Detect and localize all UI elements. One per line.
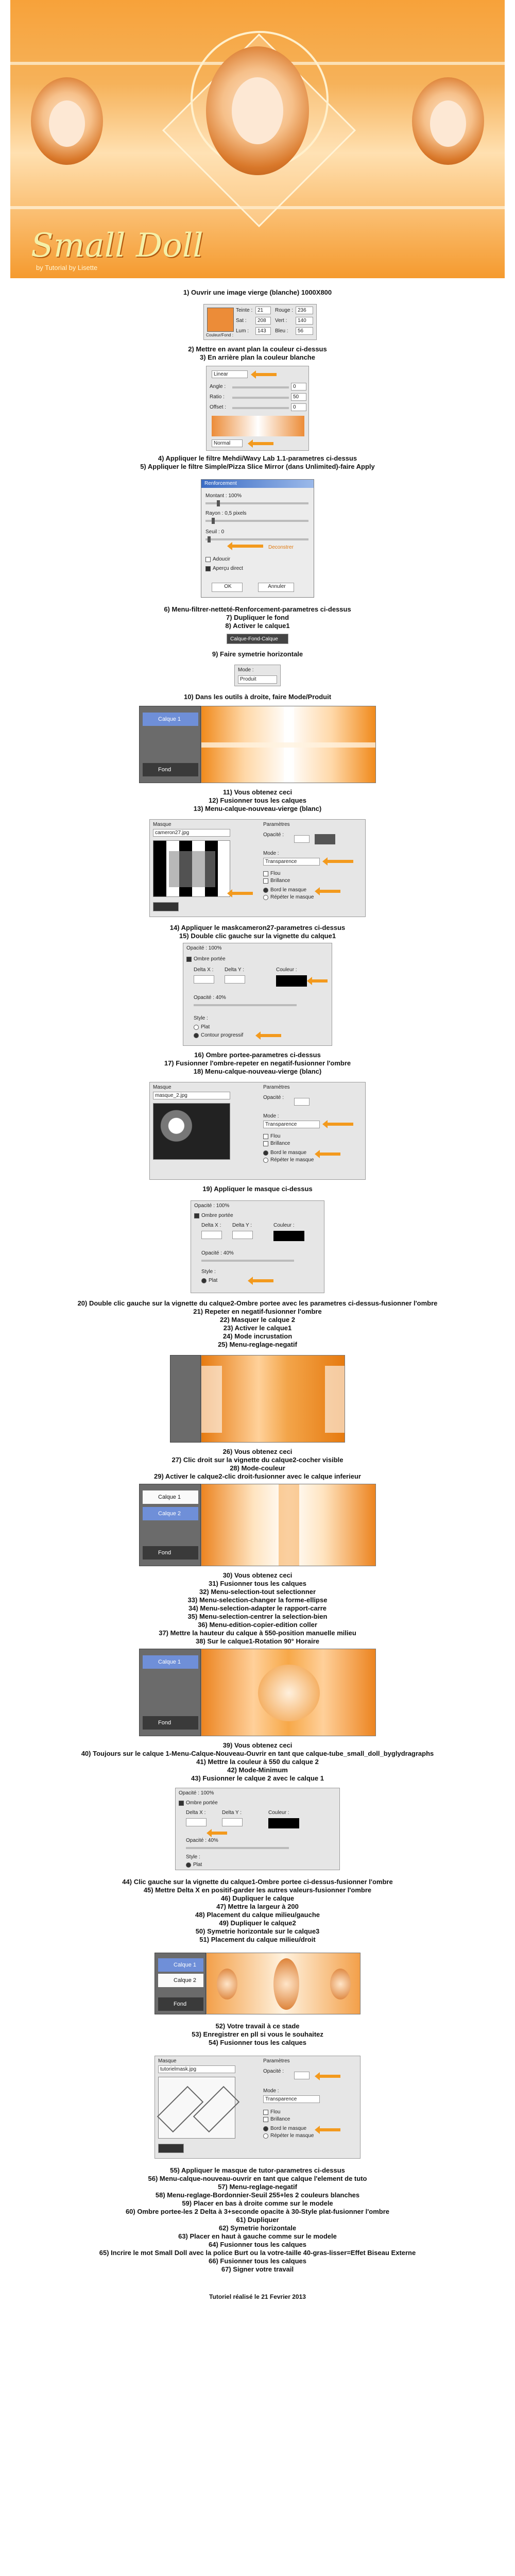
plat-label: Plat <box>201 1024 210 1030</box>
doll-face-center <box>232 77 283 144</box>
invert-label: Brillance <box>270 2116 290 2122</box>
dy-field[interactable] <box>225 975 245 984</box>
shadow-checkbox[interactable] <box>186 957 192 962</box>
banner-sublogo: by Tutorial by Lisette <box>36 264 98 272</box>
params-label: Paramètres <box>263 822 290 827</box>
layer-fond[interactable]: Fond <box>143 1716 198 1730</box>
apply-radio[interactable] <box>263 2133 268 2139</box>
dy-label: Delta Y : <box>225 967 244 973</box>
opacity-swatch <box>315 834 335 844</box>
step-4-5: 4) Appliquer le filtre Mehdi/Wavy Lab 1.1-parametres ci-dessus 5) Appliquer le filtre Simple/Pizza Slice Mirror (dans Unlimited)-faire Apply <box>140 454 375 470</box>
color-dialog <box>203 304 317 340</box>
shadow-opacity-label: Opacité : 100% <box>194 1203 230 1209</box>
shadow-dialog-3 <box>175 1788 340 1870</box>
layers-panel-1 <box>139 706 201 783</box>
mask3-file-select[interactable]: tutorielmask.jpg <box>158 2065 235 2073</box>
layers-panel-5 <box>154 1953 206 2014</box>
arrow-indicator <box>312 979 328 982</box>
apply-label: Répéter le masque <box>270 2133 314 2139</box>
keep-radio[interactable] <box>263 888 268 893</box>
arrow-indicator <box>328 1123 353 1126</box>
opacity-field[interactable] <box>294 2072 310 2079</box>
apply-radio[interactable] <box>263 895 268 900</box>
flou-checkbox[interactable] <box>263 1134 268 1139</box>
cancel-button[interactable]: Annuler <box>258 583 294 592</box>
dx-field[interactable] <box>194 975 214 984</box>
mask-mode-label: Mode : <box>263 1113 279 1119</box>
step-19: 19) Appliquer le masque ci-dessus <box>202 1185 313 1193</box>
mode-label: Mode : <box>238 667 254 673</box>
layer-calque2[interactable]: Calque 2 <box>158 1974 203 1987</box>
sat-field[interactable]: 208 <box>255 317 271 325</box>
hue-label: Teinte : <box>236 308 253 313</box>
shadow-label: Ombre portée <box>194 956 226 962</box>
plat-radio[interactable] <box>201 1278 207 1283</box>
layer-calque1[interactable]: Calque 1 <box>158 1958 203 1972</box>
plat-label: Plat <box>193 1862 202 1868</box>
arrow-indicator <box>261 1034 281 1037</box>
doll-face-left <box>49 100 85 147</box>
dx-label: Delta X : <box>186 1810 206 1816</box>
shadow-op2-slider[interactable] <box>201 1260 294 1262</box>
shadow-style-label: Style : <box>186 1854 200 1860</box>
opacity-field[interactable] <box>294 835 310 843</box>
hex-label: Couleur/Fond : <box>206 333 233 337</box>
step-6-8: 6) Menu-filtrer-netteté-Renforcement-parametres ci-dessus 7) Dupliquer le fond 8) Activer le calque1 <box>164 605 351 630</box>
arrow-indicator <box>320 1153 340 1156</box>
mask-mode-select[interactable]: Transparence <box>263 1121 320 1128</box>
step-10: 10) Dans les outils à droite, faire Mode/Produit <box>183 693 332 701</box>
dx-label: Delta X : <box>201 1223 221 1228</box>
ratio-field[interactable]: 50 <box>291 393 306 401</box>
shadow-color-label: Couleur : <box>273 1223 295 1228</box>
seuil-knob[interactable] <box>208 536 211 543</box>
flou-label: Flou <box>270 1133 281 1139</box>
montant-slider[interactable] <box>205 502 308 504</box>
step-52-54: 52) Votre travail à ce stade 53) Enregistrer en pll si vous le souhaitez 54) Fusionner tous les calques <box>192 2022 323 2046</box>
dx-field[interactable] <box>186 1818 207 1826</box>
layer-fond[interactable]: Fond <box>143 763 198 776</box>
layer-fond[interactable]: Fond <box>158 1997 203 2011</box>
flou-checkbox[interactable] <box>263 2110 268 2115</box>
ok-button[interactable]: OK <box>212 583 243 592</box>
plat-radio[interactable] <box>194 1025 199 1030</box>
angle-label: Angle : <box>210 384 226 389</box>
layer-fond[interactable]: Fond <box>143 1546 198 1560</box>
note-label: Deconstrer <box>268 545 294 550</box>
result-preview-3 <box>201 1484 376 1566</box>
dx-field[interactable] <box>201 1231 222 1239</box>
arrow-indicator <box>212 1832 227 1835</box>
mask2-preview <box>153 1103 230 1160</box>
shadow-color-swatch[interactable] <box>268 1818 299 1828</box>
wavy-mode-select[interactable]: Linear <box>212 370 248 378</box>
plat-radio[interactable] <box>186 1862 191 1868</box>
keep-label: Bord le masque <box>270 1150 307 1156</box>
shadow-color-swatch[interactable] <box>276 975 307 987</box>
arrow-indicator <box>256 373 277 376</box>
apercu-label: Aperçu direct <box>213 566 243 571</box>
shadow-label: Ombre portée <box>186 1800 218 1806</box>
step-16-18: 16) Ombre portee-parametres ci-dessus 17) Fusionner l'ombre-repeter en negatif-fusionner l'ombre 18) Menu-calque-nouveau-vierge (blanc) <box>164 1051 351 1075</box>
sharpen-dialog <box>201 479 314 598</box>
layers-panel-2 <box>170 1355 201 1443</box>
step-39-43: 39) Vous obtenez ceci 40) Toujours sur le calque 1-Menu-Calque-Nouveau-Ouvrir en tant que calque-tube_small_doll_byglydragraphs 41) Mettre la couleur à 550 du calque 2 42) Mode-Minimum 43) Fusionner le calque 2 avec le calque 1 <box>81 1741 434 1782</box>
result-preview-1 <box>201 706 376 783</box>
flou-label: Flou <box>270 2109 281 2115</box>
opacity-label: Opacité : <box>263 1095 284 1100</box>
shadow-dialog-2 <box>191 1200 324 1293</box>
mask-mode-label: Mode : <box>263 851 279 856</box>
mask-preview <box>153 840 230 897</box>
montant-label: Montant : 100% <box>205 493 242 499</box>
lum-field[interactable]: 143 <box>255 327 271 335</box>
invert-checkbox[interactable] <box>263 878 268 884</box>
flou-checkbox[interactable] <box>263 871 268 876</box>
step-30-38: 30) Vous obtenez ceci 31) Fusionner tous les calques 32) Menu-selection-tout selectionner 33) Menu-selection-changer la forme-ellipse 34) Menu-selection-adapter le rapport-carre 35) Menu-selection-centrer la selection-bien 36) Menu-edition-copier-edition coller 37) Mettre la hauteur du calque à 550-position manuelle milieu 38) Sur le calque1-Rotation 90° Horaire <box>159 1571 356 1645</box>
mask-mode-select[interactable]: Transparence <box>263 858 320 866</box>
arrow-indicator <box>328 860 353 863</box>
step-11-13: 11) Vous obtenez ceci 12) Fusionner tous les calques 13) Menu-calque-nouveau-vierge (blanc) <box>193 788 322 812</box>
ratio-label: Ratio : <box>210 394 225 400</box>
angle-slider[interactable] <box>232 386 289 388</box>
opacity-field[interactable] <box>294 1098 310 1106</box>
mask-dialog-1 <box>149 819 366 917</box>
rayon-knob[interactable] <box>212 518 215 524</box>
shadow-color-label: Couleur : <box>268 1810 289 1816</box>
offset-label: Offset : <box>210 404 227 410</box>
apply-label: Répéter le masque <box>270 894 314 900</box>
dy-label: Delta Y : <box>232 1223 252 1228</box>
sat-label: Sat : <box>236 318 247 324</box>
keep-radio[interactable] <box>263 2126 268 2131</box>
shadow-dialog-1 <box>183 943 332 1046</box>
step-2-3: 2) Mettre en avant plan la couleur ci-dessus 3) En arrière plan la couleur blanche <box>188 345 327 361</box>
apercu-checkbox[interactable] <box>205 566 211 571</box>
rouge-field[interactable]: 236 <box>296 307 313 314</box>
mode-select[interactable]: Produit <box>238 675 277 684</box>
result-preview-4 <box>201 1649 376 1736</box>
dy-label: Delta Y : <box>222 1810 242 1816</box>
step-55-67: 55) Appliquer le masque de tutor-parametres ci-dessus 56) Menu-calque-nouveau-ouvrir en tant que calque l'element de tuto 57) Menu-reglage-negatif 58) Menu-reglage-Bordonnier-Seuil 255+les 2 couleurs blanches 59) Placer en bas à droite comme sur le modele 60) Ombre portee-les 2 Delta à 3+seconde opacite à 30-Style plat-fusionner l'ombre 61) Dupliquer 62) Symetrie horizontale 63) Placer en haut à gauche comme sur le modele 64) Fusionner tous les calques 65) Incrire le mot Small Doll avec la police Burt ou la votre-taille 40-gras-lisser=Effet Biseau Externe 66) Fusionner tous les calques 67) Signer votre travail <box>99 2166 416 2273</box>
bleu-field[interactable]: 56 <box>296 327 313 335</box>
arrow-indicator <box>232 892 253 895</box>
invert-checkbox[interactable] <box>263 1141 268 1146</box>
offset-field[interactable]: 0 <box>291 403 306 411</box>
lum-label: Lum : <box>236 328 249 334</box>
dy-field[interactable] <box>232 1231 253 1239</box>
opacity-label: Opacité : <box>263 2069 284 2074</box>
mask2-file-select[interactable]: masque_2.jpg <box>153 1092 230 1099</box>
invert-label: Brillance <box>270 878 290 884</box>
shadow-op2-slider[interactable] <box>194 1004 297 1006</box>
keep-label: Bord le masque <box>270 887 307 893</box>
doll-face-right <box>430 100 466 147</box>
mask3-preview <box>158 2077 235 2139</box>
vert-field[interactable]: 140 <box>296 317 313 325</box>
angle-field[interactable]: 0 <box>291 383 306 391</box>
opacity-label: Opacité : <box>263 832 284 838</box>
mask-title: Masque <box>153 822 171 827</box>
result-preview-2 <box>201 1355 345 1443</box>
layer-calque1[interactable]: Calque 1 <box>143 1655 198 1669</box>
shadow-label: Ombre portée <box>201 1213 233 1218</box>
bleu-label: Bleu : <box>275 328 288 334</box>
dx-label: Delta X : <box>194 967 214 973</box>
shadow-opacity-label: Opacité : 100% <box>186 945 222 951</box>
flou-label: Flou <box>270 871 281 876</box>
step-20-25: 20) Double clic gauche sur la vignette du calque2-Ombre portee avec les parametres ci-dessus-fusionner l'ombre 21) Repeter en negatif-fusionner l'ombre 22) Masquer le calque 2 23) Activer le calque1 24) Mode incrustation 25) Menu-reglage-negatif <box>77 1299 438 1348</box>
step-26-29: 26) Vous obtenez ceci 27) Clic droit sur la vignette du calque2-cocher visible 28) Mode-couleur 29) Activer le calque2-clic droit-fusionner avec le calque inferieur <box>154 1448 361 1480</box>
banner-logo: Small Doll <box>31 227 203 265</box>
layer-calque1[interactable]: Calque 1 <box>143 1490 198 1504</box>
dy-field[interactable] <box>222 1818 243 1826</box>
diffus-radio[interactable] <box>194 1033 199 1038</box>
layer-calque1[interactable]: Calque 1 <box>143 713 198 726</box>
arrow-indicator <box>253 1279 273 1282</box>
montant-knob[interactable] <box>217 500 220 506</box>
header-banner <box>10 0 505 278</box>
result-preview-5 <box>206 1953 360 2014</box>
invert-checkbox[interactable] <box>263 2117 268 2122</box>
preset-select[interactable]: Normal <box>212 439 243 447</box>
rouge-label: Rouge : <box>275 308 294 313</box>
step-9: 9) Faire symetrie horizontale <box>212 650 303 658</box>
mode-panel <box>234 665 281 686</box>
mask-toolbar[interactable] <box>158 2144 184 2153</box>
mask-file-select[interactable]: cameron27.jpg <box>153 829 230 837</box>
rayon-slider[interactable] <box>205 520 308 522</box>
adoucir-label: Adoucir <box>213 556 230 562</box>
mask-toolbar[interactable] <box>153 902 179 911</box>
offset-slider[interactable] <box>232 407 289 409</box>
seuil-slider[interactable] <box>205 538 308 540</box>
shadow-opacity-label: Opacité : 100% <box>179 1790 214 1796</box>
shadow-checkbox[interactable] <box>179 1801 184 1806</box>
apply-radio[interactable] <box>263 1158 268 1163</box>
arrow-indicator <box>253 442 273 445</box>
mask-mode-label: Mode : <box>263 2088 279 2094</box>
step-14-15: 14) Appliquer le maskcameron27-parametres ci-dessus 15) Double clic gauche sur la vignette du calque1 <box>169 924 346 940</box>
rayon-label: Rayon : 0,5 pixels <box>205 511 247 516</box>
shadow-checkbox[interactable] <box>194 1213 199 1218</box>
shadow-style-label: Style : <box>201 1269 216 1275</box>
keep-label: Bord le masque <box>270 2126 307 2131</box>
shadow-op2-label: Opacité : 40% <box>201 1250 234 1256</box>
layer-button-strip[interactable] <box>227 634 288 644</box>
gradient-preview <box>212 416 304 436</box>
keep-radio[interactable] <box>263 1150 268 1156</box>
seuil-label: Seuil : 0 <box>205 529 225 535</box>
shadow-op2-label: Opacité : 40% <box>186 1838 218 1843</box>
mask-dialog-2 <box>149 1082 366 1180</box>
diffus-label: Contour progressif <box>201 1032 244 1038</box>
layer-calque2[interactable]: Calque 2 <box>143 1507 198 1520</box>
sharpen-title: Renforcement <box>201 480 314 488</box>
layers-panel-4 <box>139 1649 201 1736</box>
ratio-slider[interactable] <box>232 397 289 399</box>
arrow-indicator <box>320 2128 340 2131</box>
arrow-indicator <box>320 2075 340 2078</box>
mask-mode-select[interactable]: Transparence <box>263 2095 320 2103</box>
adoucir-checkbox[interactable] <box>205 557 211 562</box>
layer-button-label: Calque-Fond-Calque <box>230 636 278 642</box>
shadow-style-label: Style : <box>194 1015 208 1021</box>
wavy-lab-dialog <box>206 366 309 451</box>
step-1: 1) Ouvrir une image vierge (blanche) 1000X800 <box>183 289 332 296</box>
invert-label: Brillance <box>270 1141 290 1146</box>
params-label: Paramètres <box>263 2058 290 2064</box>
color-swatch <box>207 308 234 332</box>
shadow-color-swatch[interactable] <box>273 1231 304 1241</box>
footer-credit: Tutoriel réalisé le 21 Fevrier 2013 <box>209 2293 306 2300</box>
vert-label: Vert : <box>275 318 287 324</box>
plat-label: Plat <box>209 1278 218 1283</box>
step-44-51: 44) Clic gauche sur la vignette du calque1-Ombre portee ci-dessus-fusionner l'ombre 45) Mettre Delta X en positif-garder les autres valeurs-fusionner l'ombre 46) Dupliquer le calque 47) Mettre la largeur à 200 48) Placement du calque milieu/gauche 49) Dupliquer le calque2 50) Symetrie horizontale sur le calque3 51) Placement du calque milieu/droit <box>122 1878 393 1943</box>
apply-label: Répéter le masque <box>270 1157 314 1163</box>
layers-panel-3 <box>139 1484 201 1566</box>
mask-dialog-3 <box>154 2056 360 2159</box>
params-label: Paramètres <box>263 1084 290 1090</box>
arrow-indicator <box>232 545 263 548</box>
shadow-op2-slider[interactable] <box>186 1847 289 1849</box>
mask3-title: Masque <box>158 2058 177 2064</box>
arrow-indicator <box>320 890 340 893</box>
shadow-op2-label: Opacité : 40% <box>194 995 226 1001</box>
hue-field[interactable]: 21 <box>255 307 271 314</box>
shadow-color-label: Couleur : <box>276 967 297 973</box>
mask2-title: Masque <box>153 1084 171 1090</box>
